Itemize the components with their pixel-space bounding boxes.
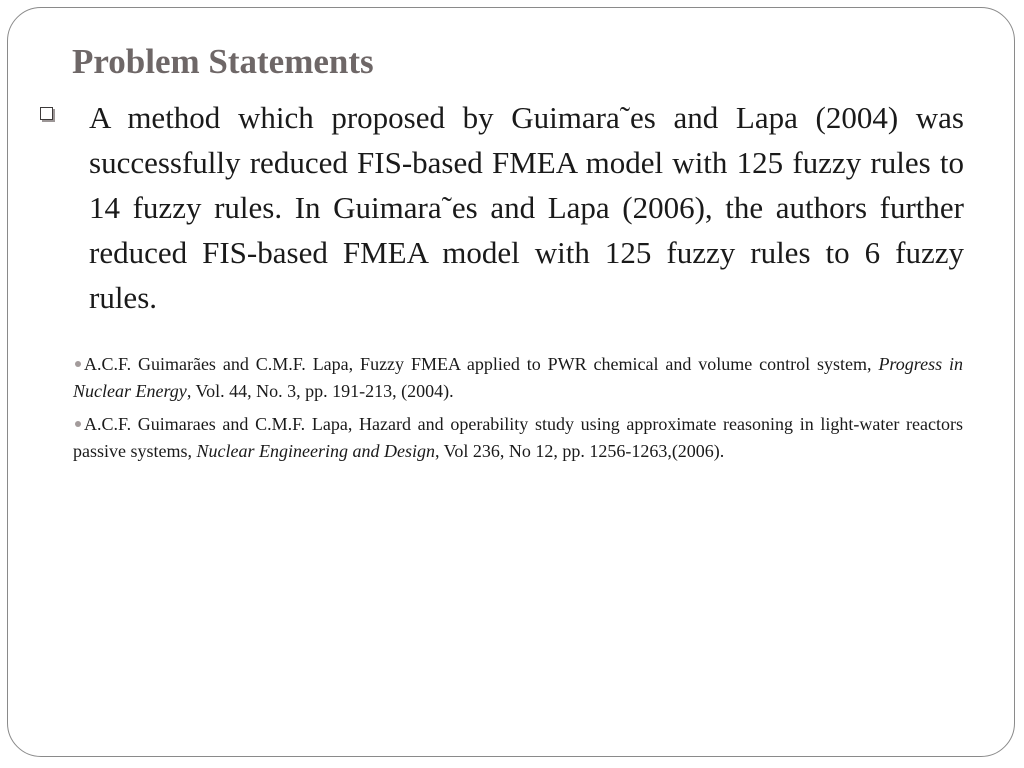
reference-authors-title: A.C.F. Guimarães and C.M.F. Lapa, Fuzzy FMEA applied to PWR chemical and volume control system,	[84, 354, 879, 374]
dot-icon	[75, 421, 81, 427]
reference-authors-title: A.C.F. Guimaraes and C.M.F. Lapa, Hazard and operability study using approximate reasoning in light-water reactors passive systems,	[73, 414, 963, 461]
reference-details: , Vol 236, No 12, pp. 1256-1263,(2006).	[434, 441, 725, 461]
reference-journal: Nuclear Engineering and Design	[196, 441, 435, 461]
checkbox-square-icon	[40, 107, 53, 120]
reference-journal: Progress in Nuclear Energy	[73, 354, 964, 401]
main-bullet-point	[38, 95, 964, 320]
references-list	[73, 351, 963, 471]
reference-item	[73, 351, 963, 405]
slide-title: Problem Statements	[72, 42, 374, 81]
dot-icon	[75, 361, 81, 367]
reference-item	[73, 411, 963, 465]
main-bullet-text: A method which proposed by Guimara˜es and Lapa (2004) was successfully reduced FIS-based FMEA model with 125 fuzzy rules to 14 fuzzy rules. In Guimara˜es and Lapa (2006), the authors further reduced FIS-based FMEA model with 125 fuzzy rules to 6 fuzzy rules.	[89, 100, 964, 315]
reference-details: , Vol. 44, No. 3, pp. 191-213, (2004).	[186, 381, 454, 401]
